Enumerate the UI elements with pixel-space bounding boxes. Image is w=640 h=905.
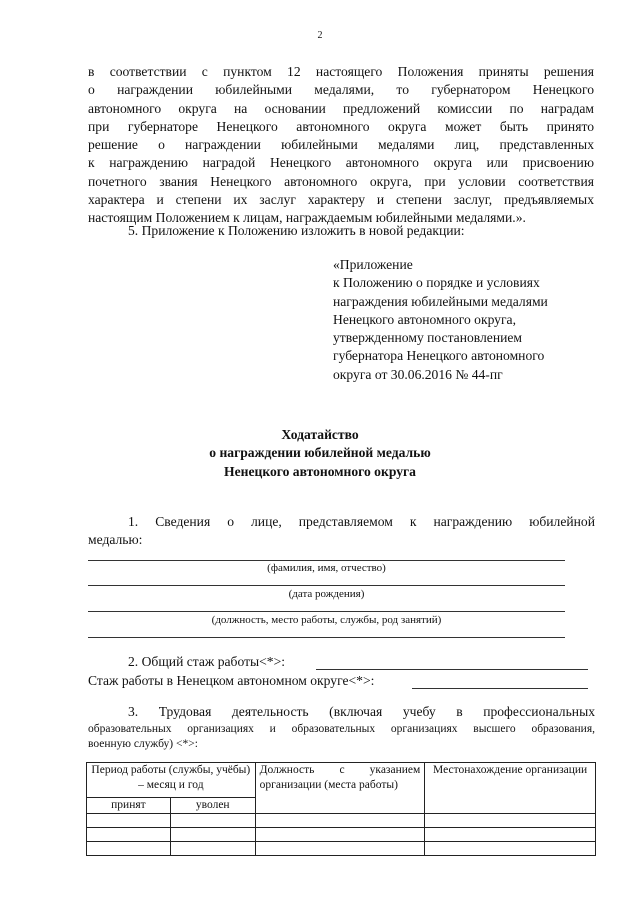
table-cell[interactable] [87,814,171,828]
paragraph-line: решение о награждении юбилейными медалями лиц, представленных [88,137,594,153]
table-cell[interactable] [87,842,171,856]
start-subheader: принят [87,798,171,814]
title-line: о награждении юбилейной медалью [209,445,431,461]
table-cell[interactable] [425,828,596,842]
fio-line [88,560,565,561]
table-row [87,814,596,828]
section-3-text: 3. Трудовая деятельность (включая учебу в профессиональных [128,704,595,719]
birth-caption: (дата рождения) [288,588,365,600]
table-row [87,828,596,842]
table-row [87,842,596,856]
paragraph-line: при губернаторе Ненецкого автономного округа может быть принято [88,118,594,134]
paragraph-continuation [88,63,594,228]
paragraph-line: характера и степени их заслуг характеру и степени заслуг, предъявляемых [88,192,594,208]
table-cell[interactable] [255,828,425,842]
appendix-line: утвержденному постановлением [333,330,523,346]
document-title [0,426,640,481]
section-1 [88,513,595,550]
position-header: Должность с указанием организации (места работы) [255,763,425,814]
section-1-line: 1. Сведения о лице, представляемом к награждению юбилейной [128,514,595,529]
table-cell[interactable] [87,828,171,842]
total-experience-label: 2. Общий стаж работы<*>: [128,654,286,669]
item-5: 5. Приложение к Положению изложить в новой редакции: [128,223,465,238]
paragraph-line: автономного округа на основании предложений комиссии по наградам [88,100,594,116]
table-cell[interactable] [425,842,596,856]
nao-experience-label: Стаж работы в Ненецком автономном округе<*>: [88,673,375,688]
table-cell[interactable] [425,814,596,828]
position-caption: (должность, место работы, службы, род занятий) [211,614,442,626]
total-experience-line [316,669,588,670]
table-cell[interactable] [170,828,255,842]
appendix-line: губернатора Ненецкого автономного [333,348,545,364]
appendix-line: «Приложение [333,257,413,272]
title-line: Ненецкого автономного округа [224,463,416,479]
section-3-continuation [88,722,595,752]
page-number: 2 [317,30,323,41]
period-header: Период работы (службы, учёбы) – месяц и год [87,763,256,798]
employment-table [86,762,596,856]
appendix-line: к Положению о порядке и условиях [333,275,540,291]
paragraph-line: к награждению наградой Ненецкого автономного округа или присвоению [88,155,594,171]
position-line [88,611,565,612]
location-header: Местонахождение организации [425,763,596,814]
appendix-line: округа от 30.06.2016 № 44-пг [333,366,503,382]
section-3-text: военную службу) <*>: [88,738,198,750]
paragraph-line: почетного звания Ненецкого автономного округа, при условии соответствия [88,173,594,189]
paragraph-line: о награждении юбилейными медалями, то губернатором Ненецкого [88,82,594,98]
appendix-line: Ненецкого автономного округа, [333,311,516,327]
section-3-line1 [88,704,595,720]
appendix-block [333,256,548,384]
fio-caption: (фамилия, имя, отчество) [267,562,386,574]
table-cell[interactable] [170,814,255,828]
table-cell[interactable] [170,842,255,856]
section-3-text: образовательных организациях и образовательных организациях высшего образования, [88,723,595,735]
position-line-2 [88,637,565,638]
paragraph-line: настоящим Положением к лицам, награждаемым юбилейными медалями.». [88,210,526,226]
title-line: Ходатайство [281,427,359,442]
paragraph-line: в соответствии с пунктом 12 настоящего Положения приняты решения [88,64,594,79]
section-1-line: медалью: [88,532,143,548]
end-subheader: уволен [170,798,255,814]
nao-experience-line [412,688,588,689]
birth-line [88,585,565,586]
table-cell[interactable] [255,814,425,828]
table-cell[interactable] [255,842,425,856]
appendix-line: награждения юбилейными медалями [333,293,548,309]
